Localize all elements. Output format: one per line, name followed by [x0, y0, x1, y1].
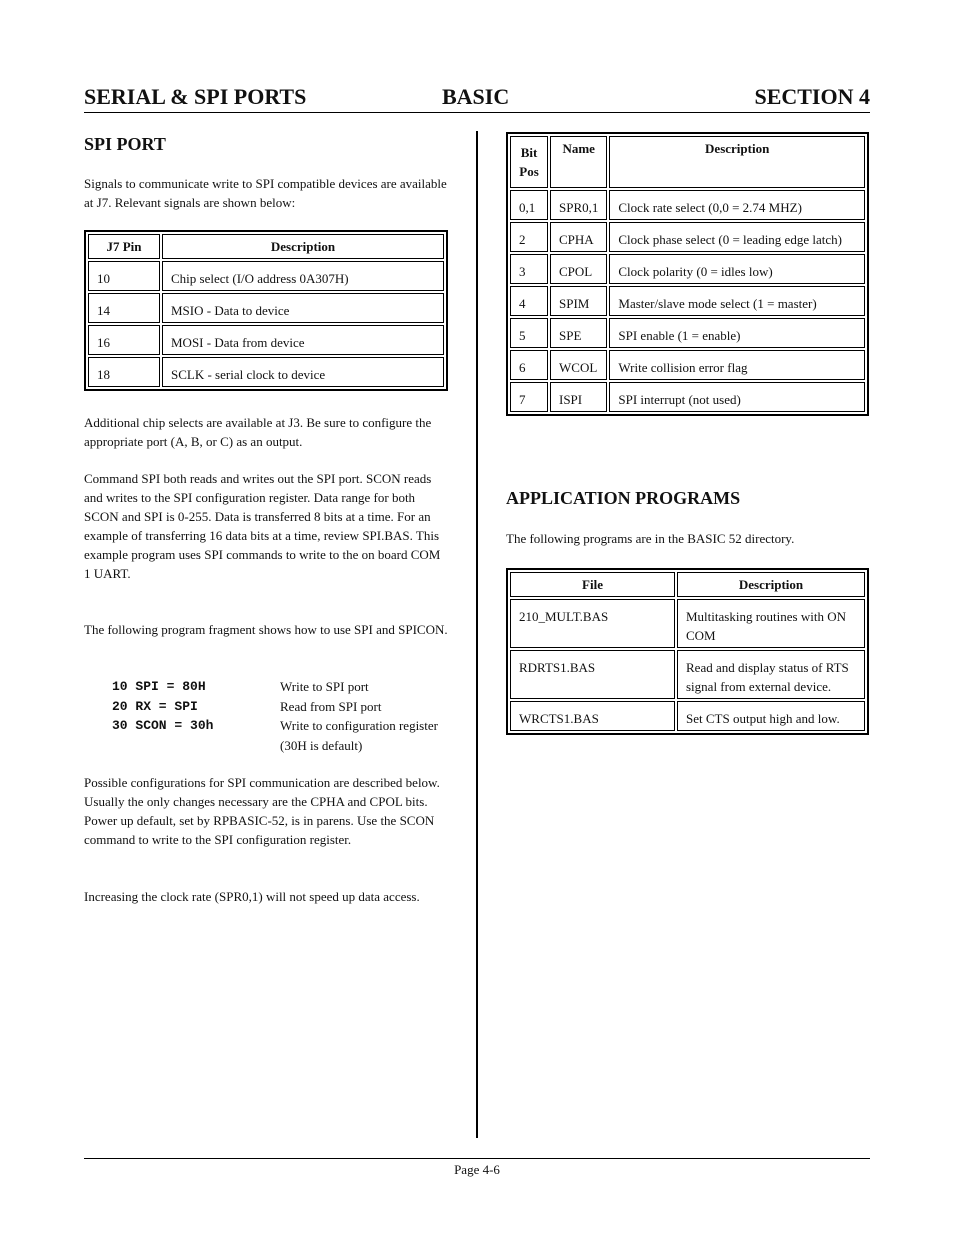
- table-cell: WRCTS1.BAS: [510, 701, 675, 731]
- table-cell: 3: [510, 254, 548, 284]
- column-header: Name: [550, 136, 607, 188]
- table-cell: Write collision error flag: [609, 350, 865, 380]
- fragment-paragraph: The following program fragment shows how to use SPI and SPICON.: [84, 622, 448, 637]
- code-line: [112, 697, 450, 717]
- table-row: [88, 325, 444, 355]
- column-header: Bit Pos: [510, 136, 548, 188]
- configurations-paragraph: Possible configurations for SPI communication are described below. Usually the only changes necessary are the CPHA and CPOL bits. Power up default, set by RPBASIC-52, is in parens. Use the SCON command to write to the SPI configuration register.: [84, 775, 440, 847]
- table-cell: 0,1: [510, 190, 548, 220]
- column-header: File: [510, 572, 675, 597]
- table-cell: 7: [510, 382, 548, 412]
- chip-selects-paragraph: Additional chip selects are available at J3. Be sure to configure the appropriate port (A, B, or C) as an output.: [84, 415, 432, 449]
- table-row: [510, 701, 865, 731]
- page-number: Page 4-6: [454, 1162, 500, 1177]
- application-programs-intro: The following programs are in the BASIC 52 directory.: [506, 531, 795, 546]
- table-row: [88, 261, 444, 291]
- table-cell: 6: [510, 350, 548, 380]
- code-description: Read from SPI port: [280, 698, 382, 714]
- column-header: Description: [677, 572, 865, 597]
- table-cell: 5: [510, 318, 548, 348]
- header-center: BASIC: [442, 84, 510, 109]
- table-cell: Set CTS output high and low.: [677, 701, 865, 731]
- table-cell: SPI enable (1 = enable): [609, 318, 865, 348]
- table-row: [510, 382, 865, 412]
- code-command: 10 SPI = 80H: [112, 679, 206, 694]
- j7-pin-table: [84, 230, 448, 391]
- header-right: SECTION 4: [754, 84, 870, 109]
- table-header-row: [88, 234, 444, 259]
- table-row: [88, 293, 444, 323]
- table-cell: Master/slave mode select (1 = master): [609, 286, 865, 316]
- table-cell: SPE: [550, 318, 607, 348]
- table-row: [510, 254, 865, 284]
- code-command: 20 RX = SPI: [112, 698, 198, 714]
- header-left: SERIAL & SPI PORTS: [84, 84, 307, 109]
- table-header-row: [510, 572, 865, 597]
- table-cell: MOSI - Data from device: [162, 325, 444, 355]
- table-cell: SCLK - serial clock to device: [162, 357, 444, 387]
- code-description: Write to SPI port: [280, 679, 369, 694]
- table-row: [510, 222, 865, 252]
- code-command: 30 SCON = 30h: [112, 718, 214, 733]
- table-cell: 210_MULT.BAS: [510, 599, 675, 648]
- code-line: [112, 677, 450, 697]
- table-cell: ISPI: [550, 382, 607, 412]
- table-row: [88, 357, 444, 387]
- table-cell: 18: [88, 357, 160, 387]
- table-cell: WCOL: [550, 350, 607, 380]
- table-cell: 4: [510, 286, 548, 316]
- application-programs-heading: APPLICATION PROGRAMS: [506, 488, 741, 508]
- column-header: Description: [609, 136, 865, 188]
- table-cell: Read and display status of RTS signal from external device.: [677, 650, 865, 699]
- code-example: [112, 677, 450, 755]
- table-header-row: [510, 136, 865, 188]
- spi-config-bits-table: [506, 132, 869, 416]
- table-cell: MSIO - Data to device: [162, 293, 444, 323]
- table-cell: Clock polarity (0 = idles low): [609, 254, 865, 284]
- column-header: J7 Pin: [88, 234, 160, 259]
- table-cell: SPIM: [550, 286, 607, 316]
- code-line: [112, 716, 450, 755]
- spi-intro: Signals to communicate write to SPI compatible devices are available at J7. Relevant signals are shown below:: [84, 176, 447, 210]
- table-cell: CPHA: [550, 222, 607, 252]
- page-header: [84, 84, 870, 113]
- table-row: [510, 190, 865, 220]
- command-paragraph: Command SPI both reads and writes out the SPI port. SCON reads and writes to the SPI configuration register. Data range for both SCON and SPI is 0-255. Data is transferred 8 bits at a time. For an example of transferring 16 data bits at a time, review SPI.BAS. This example program uses SPI commands to write to the on board COM 1 UART.: [84, 471, 441, 581]
- spi-port-heading: SPI PORT: [84, 134, 166, 154]
- table-cell: 10: [88, 261, 160, 291]
- table-row: [510, 318, 865, 348]
- column-divider: [476, 131, 478, 1138]
- table-cell: Multitasking routines with ON COM: [677, 599, 865, 648]
- table-cell: 2: [510, 222, 548, 252]
- table-cell: 16: [88, 325, 160, 355]
- table-row: [510, 599, 865, 648]
- table-cell: SPI interrupt (not used): [609, 382, 865, 412]
- column-header: Description: [162, 234, 444, 259]
- table-cell: SPR0,1: [550, 190, 607, 220]
- table-cell: Clock phase select (0 = leading edge latch): [609, 222, 865, 252]
- application-programs-table: [506, 568, 869, 735]
- table-row: [510, 286, 865, 316]
- table-cell: Chip select (I/O address 0A307H): [162, 261, 444, 291]
- clock-rate-paragraph: Increasing the clock rate (SPR0,1) will not speed up data access.: [84, 889, 420, 904]
- table-cell: Clock rate select (0,0 = 2.74 MHZ): [609, 190, 865, 220]
- code-description: Write to configuration register (30H is default): [280, 718, 438, 753]
- table-cell: CPOL: [550, 254, 607, 284]
- table-row: [510, 350, 865, 380]
- table-row: [510, 650, 865, 699]
- table-cell: 14: [88, 293, 160, 323]
- table-cell: RDRTS1.BAS: [510, 650, 675, 699]
- footer-rule: [84, 1158, 870, 1159]
